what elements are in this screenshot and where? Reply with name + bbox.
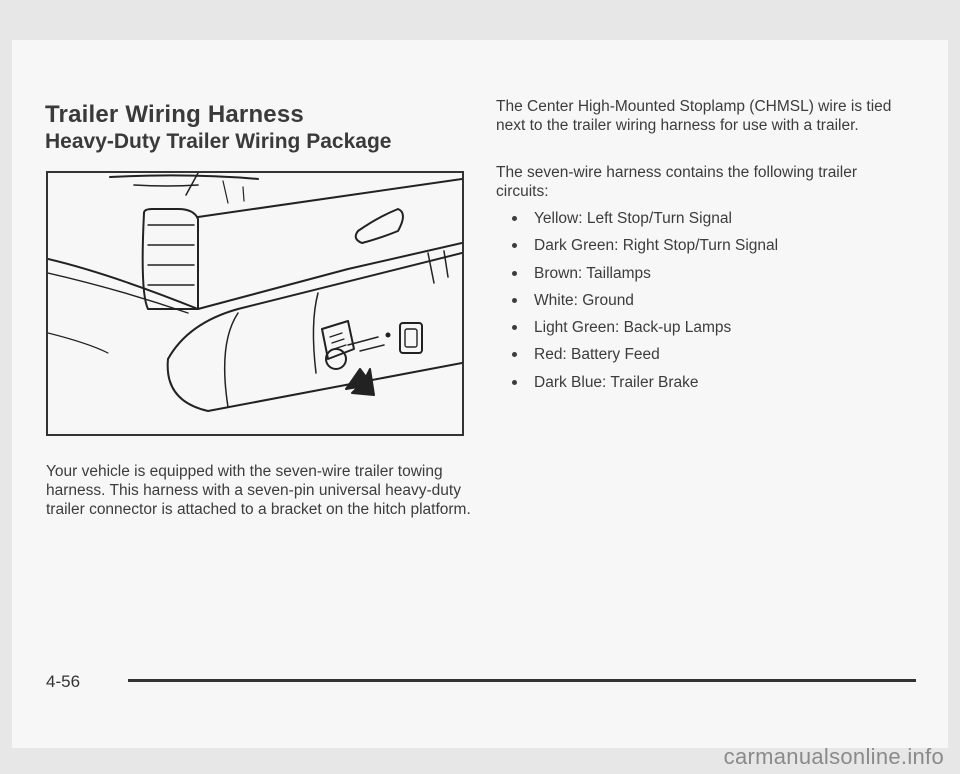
section-subtitle: Heavy-Duty Trailer Wiring Package bbox=[45, 130, 392, 153]
trailer-harness-illustration bbox=[46, 171, 464, 436]
circuit-item: Brown: Taillamps bbox=[496, 260, 778, 287]
page-number: 4-56 bbox=[46, 672, 81, 691]
harness-description: Your vehicle is equipped with the seven-wire trailer towing harness. This harness with a seven-pin universal heavy-duty trailer connector is attached to a bracket on the hitch platform. bbox=[46, 463, 471, 518]
circuits-intro: The seven-wire harness contains the following trailer circuits: bbox=[496, 164, 857, 200]
circuit-item: Red: Battery Feed bbox=[496, 341, 778, 368]
chmsl-note: The Center High-Mounted Stoplamp (CHMSL) wire is tied next to the trailer wiring harness for use with a trailer. bbox=[496, 98, 892, 134]
watermark: carmanualsonline.info bbox=[723, 744, 944, 769]
section-title: Trailer Wiring Harness bbox=[45, 101, 304, 128]
circuit-item: Yellow: Left Stop/Turn Signal bbox=[496, 205, 778, 232]
circuit-item: Dark Green: Right Stop/Turn Signal bbox=[496, 232, 778, 259]
circuit-list bbox=[496, 205, 778, 396]
circuit-item: Light Green: Back-up Lamps bbox=[496, 314, 778, 341]
circuit-item: Dark Blue: Trailer Brake bbox=[496, 369, 778, 396]
circuit-item: White: Ground bbox=[496, 287, 778, 314]
footer-rule bbox=[128, 679, 916, 682]
